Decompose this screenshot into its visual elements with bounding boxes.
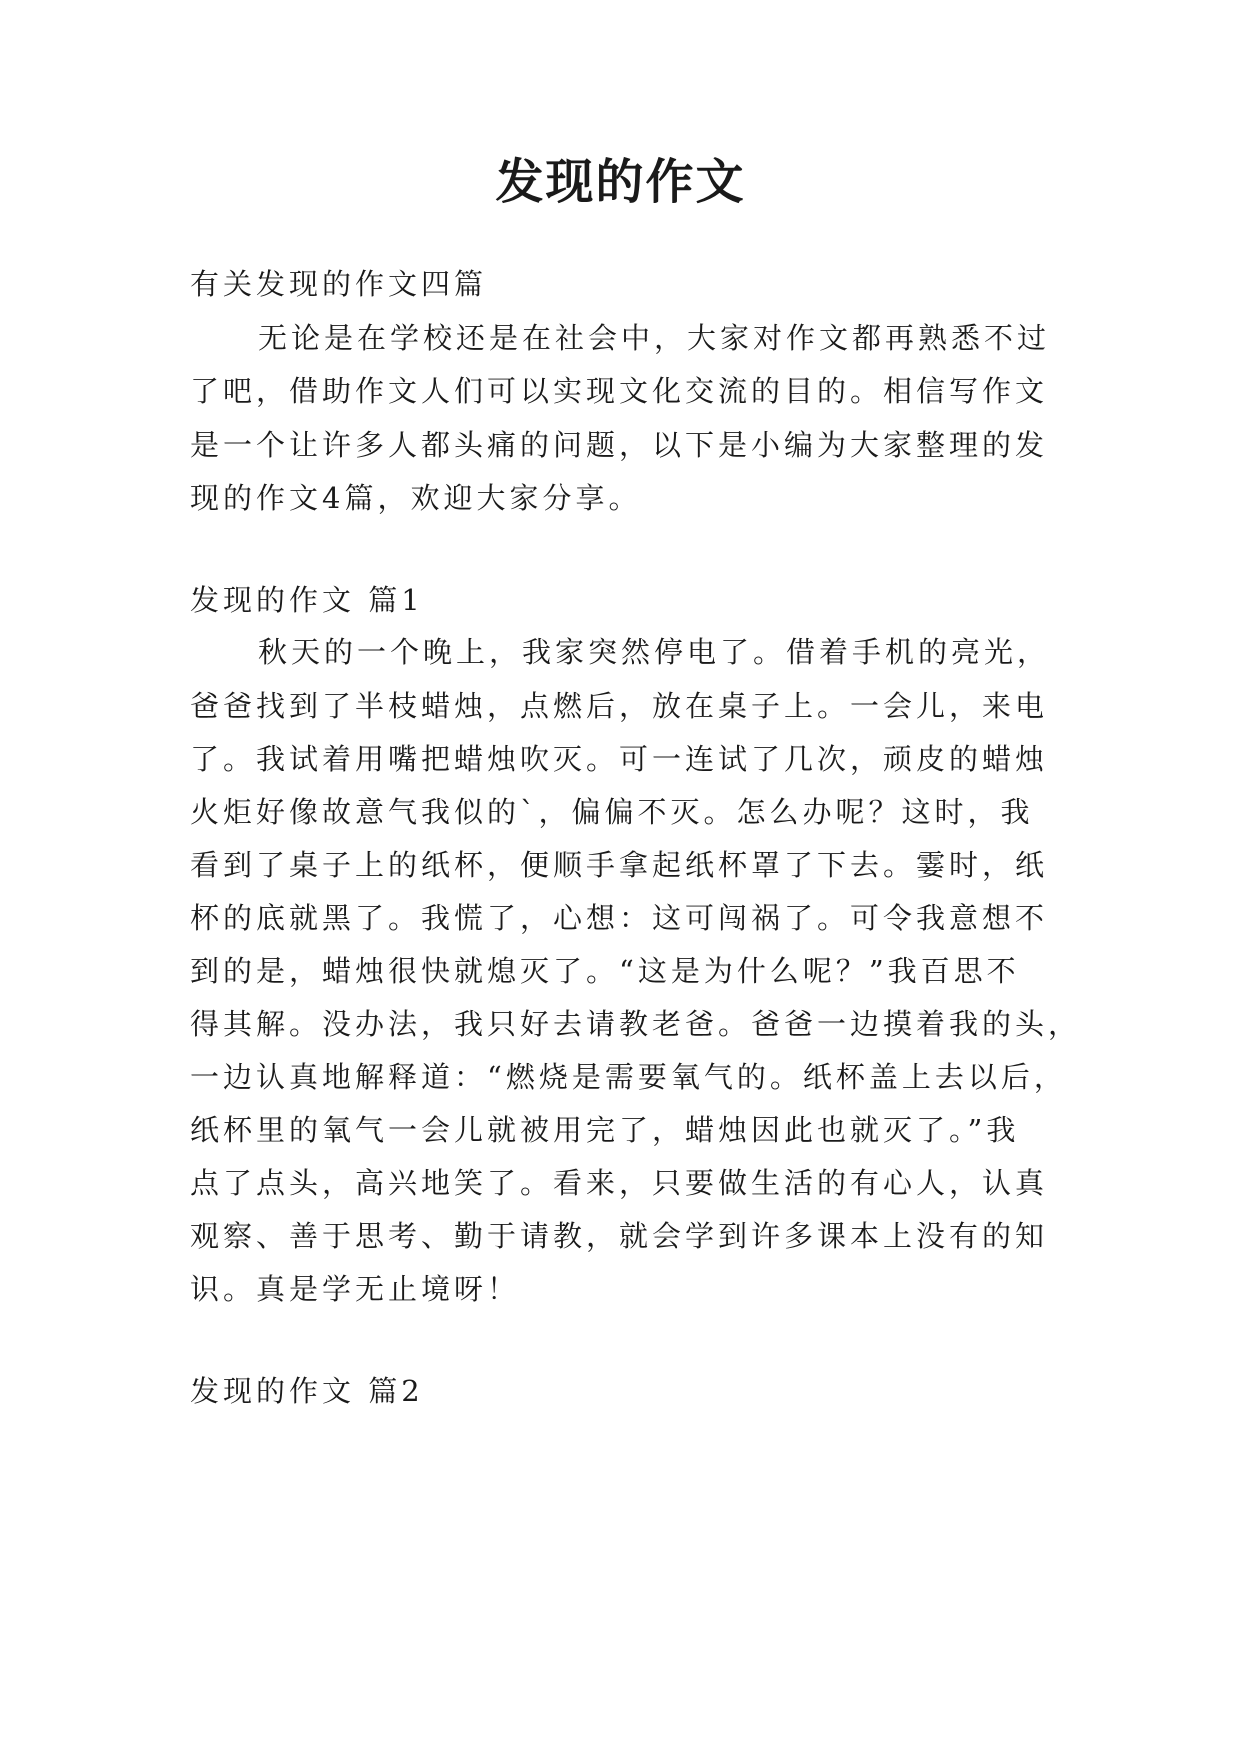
intro-line: 无论是在学校还是在社会中，大家对作文都再熟悉不过 [258,321,1051,355]
section1-line: 秋天的一个晚上，我家突然停电了。借着手机的亮光， [258,635,1051,669]
section-heading-2: 发现的作文 篇2 [190,1374,424,1408]
section-heading-1: 发现的作文 篇1 [190,583,424,617]
section1-line: 识。真是学无止境呀！ [190,1272,521,1306]
section1-line: 观察、善于思考、勤于请教，就会学到许多课本上没有的知 [190,1219,1049,1253]
section1-line: 爸爸找到了半枝蜡烛，点燃后，放在桌子上。一会儿，来电 [190,689,1049,723]
intro-line: 现的作文4篇，欢迎大家分享。 [190,481,642,515]
section1-line: 到的是，蜡烛很快就熄灭了。“这是为什么呢？”我百思不 [190,954,1020,988]
section1-line: 看到了桌子上的纸杯，便顺手拿起纸杯罩了下去。霎时，纸 [190,848,1049,882]
section1-line: 点了点头，高兴地笑了。看来，只要做生活的有心人，认真 [190,1166,1049,1200]
intro-line: 是一个让许多人都头痛的问题，以下是小编为大家整理的发 [190,428,1049,462]
section1-line: 杯的底就黑了。我慌了，心想：这可闯祸了。可令我意想不 [190,901,1049,935]
section1-line: 了。我试着用嘴把蜡烛吹灭。可一连试了几次，顽皮的蜡烛 [190,742,1049,776]
intro-line: 了吧，借助作文人们可以实现文化交流的目的。相信写作文 [190,374,1049,408]
section1-line: 纸杯里的氧气一会儿就被用完了，蜡烛因此也就灭了。”我 [190,1113,1020,1147]
page-title: 发现的作文 [495,154,746,210]
section1-line: 一边认真地解释道：“燃烧是需要氧气的。纸杯盖上去以后， [190,1060,1067,1094]
section1-line: 得其解。没办法，我只好去请教老爸。爸爸一边摸着我的头， [190,1007,1082,1041]
article-subtitle: 有关发现的作文四篇 [190,267,488,301]
section1-line: 火炬好像故意气我似的`，偏偏不灭。怎么办呢？这时，我 [190,795,1034,829]
